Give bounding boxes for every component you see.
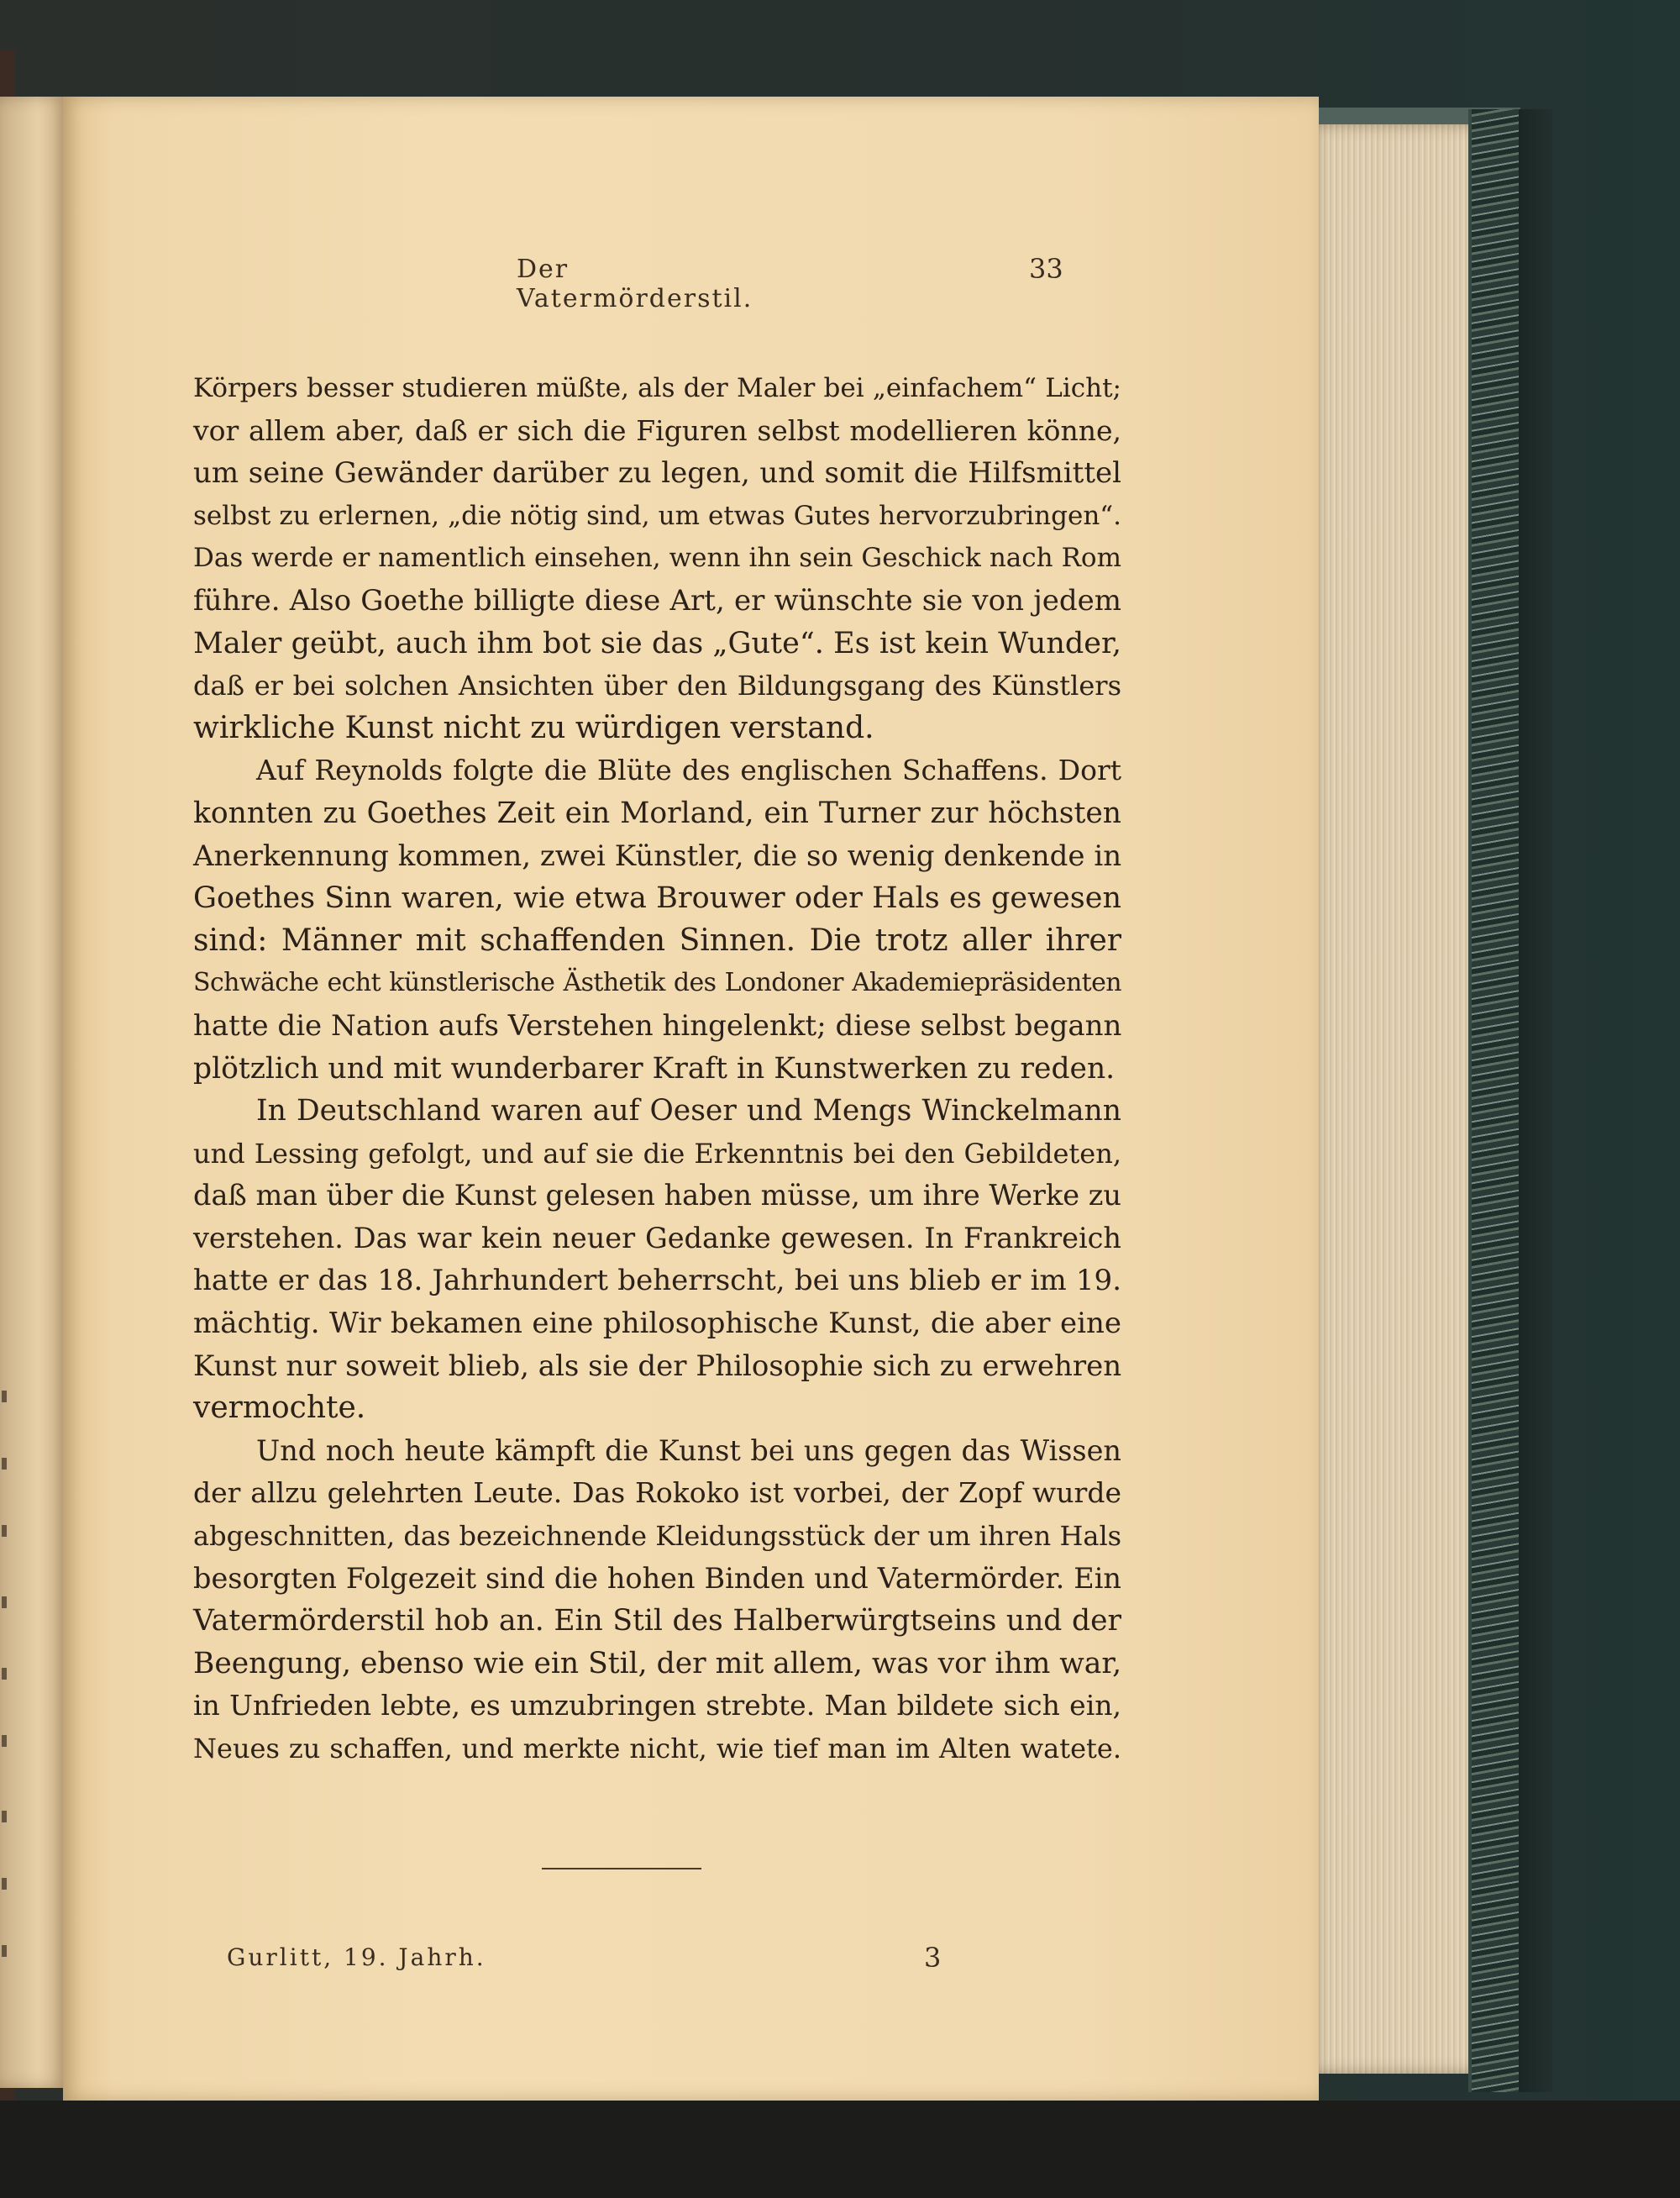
text-line: besorgten Folgezeit sind die hohen Binden und Vatermörder. Ein	[193, 1561, 1121, 1595]
text-line: abgeschnitten, das bezeichnende Kleidungsstück der um ihren Hals	[193, 1520, 1122, 1553]
sheet-number: 3	[924, 1942, 942, 1974]
text-line: daß er bei solchen Ansichten über den Bildungsgang des Künstlers	[193, 670, 1121, 702]
text-line: Das werde er namentlich einsehen, wenn ihn sein Geschick nach Rom	[193, 543, 1121, 574]
text-line: sind: Männer mit schaffenden Sinnen. Die trotz aller ihrer	[193, 923, 1121, 958]
text-line: Schwäche echt künstlerische Ästhetik des Londoner Akademiepräsidenten	[193, 968, 1121, 998]
text-line: führe. Also Goethe billigte diese Art, er wünschte sie von jedem	[193, 583, 1121, 618]
text-line: vermochte.	[193, 1391, 366, 1426]
body-text	[193, 367, 1121, 1770]
text-line: Körpers besser studieren müßte, als der Maler bei „einfachem“ Licht;	[193, 373, 1121, 403]
marbled-book-cover	[1468, 109, 1522, 2092]
text-line: in Unfrieden lebte, es umzubringen strebte. Man bildete sich ein,	[193, 1689, 1121, 1722]
text-line: Kunst nur soweit blieb, als sie der Philosophie sich zu erwehren	[193, 1349, 1122, 1383]
text-line: mächtig. Wir bekamen eine philosophische Kunst, die aber eine	[193, 1307, 1121, 1341]
text-line: plötzlich und mit wunderbarer Kraft in Kunstwerken zu reden.	[193, 1051, 1116, 1086]
section-divider	[542, 1868, 701, 1869]
running-title: Der Vatermörderstil.	[517, 255, 753, 313]
text-line: vor allem aber, daß er sich die Figuren selbst modellieren könne,	[193, 413, 1121, 447]
text-line: Vatermörderstil hob an. Ein Stil des Halberwürgtseins und der	[193, 1604, 1121, 1638]
text-line: Auf Reynolds folgte die Blüte des englischen Schaffens. Dort	[256, 754, 1121, 787]
text-line: konnten zu Goethes Zeit ein Morland, ein Turner zur höchsten	[193, 796, 1121, 830]
text-line: In Deutschland waren auf Oeser und Mengs Winckelmann	[256, 1094, 1121, 1128]
bottom-background	[0, 2101, 1680, 2198]
signature-mark: Gurlitt, 19. Jahrh.	[227, 1943, 486, 1971]
text-line: wirkliche Kunst nicht zu würdigen verstand.	[193, 710, 874, 745]
paragraph-4	[193, 1430, 1121, 1770]
text-line: selbst zu erlernen, „die nötig sind, um etwas Gutes hervorzubringen“.	[193, 500, 1121, 531]
text-line: Neues zu schaffen, und merkte nicht, wie tief man im Alten watete.	[193, 1733, 1121, 1764]
page-fore-edge	[1315, 124, 1483, 2074]
text-line: Maler geübt, auch ihm bot sie das „Gute“. Es ist kein Wunder,	[193, 626, 1121, 660]
text-line: um seine Gewänder darüber zu legen, und somit die Hilfsmittel	[193, 456, 1121, 491]
page-number: 33	[1029, 253, 1063, 285]
cover-shadow	[1519, 109, 1552, 2092]
text-line: und Lessing gefolgt, und auf sie die Erkenntnis bei den Gebildeten,	[193, 1137, 1121, 1170]
paragraph-3	[193, 1090, 1121, 1430]
text-line: hatte die Nation aufs Verstehen hingelenkt; diese selbst begann	[193, 1008, 1122, 1043]
book-page	[63, 97, 1319, 2101]
text-line: Und noch heute kämpft die Kunst bei uns gegen das Wissen	[256, 1433, 1121, 1467]
text-line: Goethes Sinn waren, wie etwa Brouwer oder Hals es gewesen	[193, 881, 1121, 916]
paragraph-2	[193, 749, 1121, 1090]
left-page-margin-marks	[0, 1391, 10, 1979]
text-line: Beengung, ebenso wie ein Stil, der mit allem, was vor ihm war,	[193, 1646, 1122, 1680]
text-line: hatte er das 18. Jahrhundert beherrscht, bei uns blieb er im 19.	[193, 1264, 1121, 1298]
text-line: verstehen. Das war kein neuer Gedanke gewesen. In Frankreich	[193, 1221, 1121, 1254]
text-line: Anerkennung kommen, zwei Künstler, die so wenig denkende in	[193, 839, 1122, 873]
text-line: der allzu gelehrten Leute. Das Rokoko ist vorbei, der Zopf wurde	[193, 1476, 1121, 1510]
text-line: daß man über die Kunst gelesen haben müsse, um ihre Werke zu	[193, 1179, 1121, 1212]
left-facing-page	[0, 97, 67, 2088]
paragraph-1	[193, 367, 1121, 749]
